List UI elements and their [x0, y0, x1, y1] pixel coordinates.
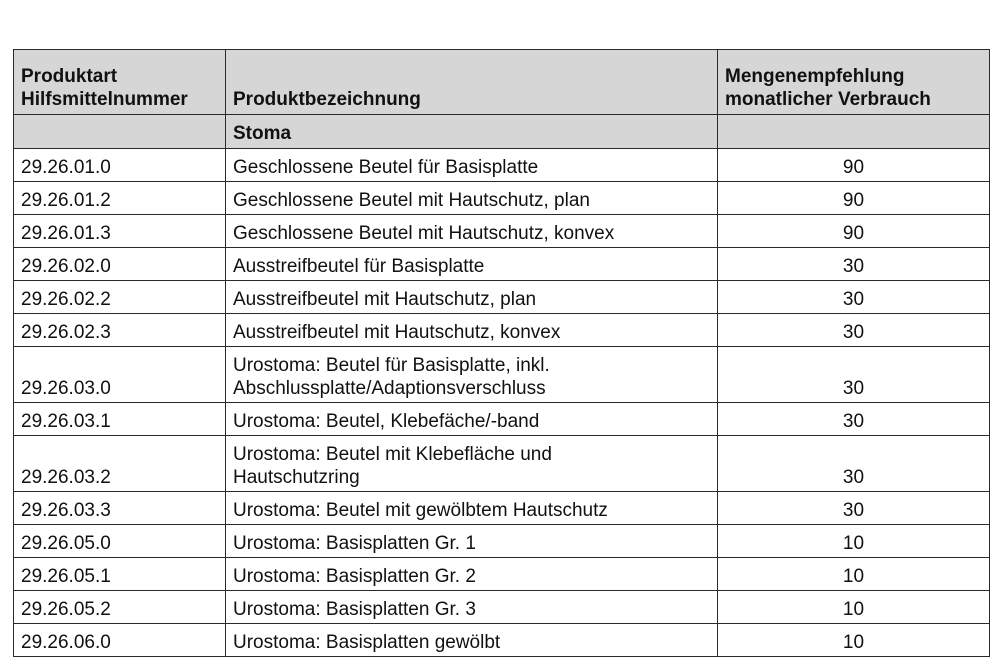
header-quantity-line2: monatlicher Verbrauch [725, 89, 931, 110]
cell-quantity: 30 [718, 248, 990, 281]
cell-product-name [226, 558, 718, 591]
cell-product-name [226, 492, 718, 525]
cell-product-name-line2: Abschlussplatte/Adaptionsverschluss [233, 378, 546, 399]
cell-quantity: 90 [718, 149, 990, 182]
cell-product-name [226, 624, 718, 657]
header-product-name [226, 50, 718, 115]
cell-product-name [226, 281, 718, 314]
product-table [13, 49, 990, 657]
table-row [14, 248, 990, 281]
cell-quantity: 10 [718, 525, 990, 558]
cell-product-number: 29.26.02.0 [14, 248, 226, 281]
cell-quantity: 30 [718, 314, 990, 347]
group-cell-empty [14, 115, 226, 149]
table-row [14, 281, 990, 314]
cell-product-name [226, 314, 718, 347]
cell-product-name-line1: Geschlossene Beutel mit Hautschutz, konvex [233, 223, 615, 244]
cell-product-number: 29.26.03.0 [14, 347, 226, 403]
cell-product-number: 29.26.01.3 [14, 215, 226, 248]
header-product-number-line2: Hilfsmittelnummer [21, 89, 188, 110]
cell-product-number: 29.26.03.3 [14, 492, 226, 525]
cell-product-name-line1: Geschlossene Beutel mit Hautschutz, plan [233, 190, 590, 211]
cell-quantity: 90 [718, 215, 990, 248]
cell-quantity: 30 [718, 436, 990, 492]
header-quantity-line1: Mengenempfehlung [725, 66, 905, 87]
cell-quantity: 10 [718, 591, 990, 624]
cell-product-name-line1: Urostoma: Basisplatten Gr. 3 [233, 599, 476, 620]
cell-quantity: 30 [718, 347, 990, 403]
cell-product-number: 29.26.05.2 [14, 591, 226, 624]
table-row [14, 525, 990, 558]
cell-product-number: 29.26.06.0 [14, 624, 226, 657]
cell-product-name-line2: Hautschutzring [233, 467, 360, 488]
cell-product-number: 29.26.03.2 [14, 436, 226, 492]
group-label: Stoma [226, 115, 718, 149]
header-product-number [14, 50, 226, 115]
cell-quantity: 90 [718, 182, 990, 215]
cell-product-number: 29.26.01.2 [14, 182, 226, 215]
table-row [14, 492, 990, 525]
cell-quantity: 30 [718, 403, 990, 436]
cell-product-name-line1: Urostoma: Beutel, Klebefäche/-band [233, 411, 540, 432]
cell-product-name-line1: Urostoma: Basisplatten Gr. 2 [233, 566, 476, 587]
cell-product-name [226, 248, 718, 281]
header-quantity [718, 50, 990, 115]
cell-quantity: 30 [718, 492, 990, 525]
cell-quantity: 10 [718, 624, 990, 657]
cell-product-name [226, 591, 718, 624]
cell-quantity: 10 [718, 558, 990, 591]
cell-product-name-line1: Geschlossene Beutel für Basisplatte [233, 157, 539, 178]
table-header [14, 50, 990, 115]
cell-product-name [226, 347, 718, 403]
cell-product-number: 29.26.02.3 [14, 314, 226, 347]
table-row [14, 215, 990, 248]
table-row [14, 403, 990, 436]
cell-product-name [226, 215, 718, 248]
cell-product-number: 29.26.05.0 [14, 525, 226, 558]
table-row [14, 314, 990, 347]
cell-product-number: 29.26.01.0 [14, 149, 226, 182]
cell-product-name [226, 149, 718, 182]
cell-product-number: 29.26.02.2 [14, 281, 226, 314]
header-row [14, 50, 990, 115]
cell-product-name-line1: Ausstreifbeutel für Basisplatte [233, 256, 485, 277]
cell-product-number: 29.26.03.1 [14, 403, 226, 436]
cell-product-name-line1: Urostoma: Beutel mit Klebefläche und [233, 444, 552, 465]
group-row [14, 115, 990, 149]
cell-product-name [226, 525, 718, 558]
header-product-name-label: Produktbezeichnung [233, 89, 421, 110]
table-row [14, 436, 990, 492]
cell-product-name-line1: Urostoma: Basisplatten gewölbt [233, 632, 501, 653]
table-body [14, 115, 990, 657]
group-cell-empty [718, 115, 990, 149]
cell-product-name-line1: Ausstreifbeutel mit Hautschutz, konvex [233, 322, 561, 343]
cell-product-name [226, 403, 718, 436]
cell-product-name [226, 182, 718, 215]
table-row [14, 182, 990, 215]
table-row [14, 591, 990, 624]
header-product-number-line1: Produktart [21, 66, 118, 87]
table-row [14, 558, 990, 591]
table-row [14, 149, 990, 182]
cell-product-number: 29.26.05.1 [14, 558, 226, 591]
cell-quantity: 30 [718, 281, 990, 314]
cell-product-name-line1: Urostoma: Basisplatten Gr. 1 [233, 533, 476, 554]
cell-product-name-line1: Ausstreifbeutel mit Hautschutz, plan [233, 289, 537, 310]
cell-product-name [226, 436, 718, 492]
table-row [14, 624, 990, 657]
cell-product-name-line1: Urostoma: Beutel für Basisplatte, inkl. [233, 355, 550, 376]
cell-product-name-line1: Urostoma: Beutel mit gewölbtem Hautschutz [233, 500, 608, 521]
table-row [14, 347, 990, 403]
